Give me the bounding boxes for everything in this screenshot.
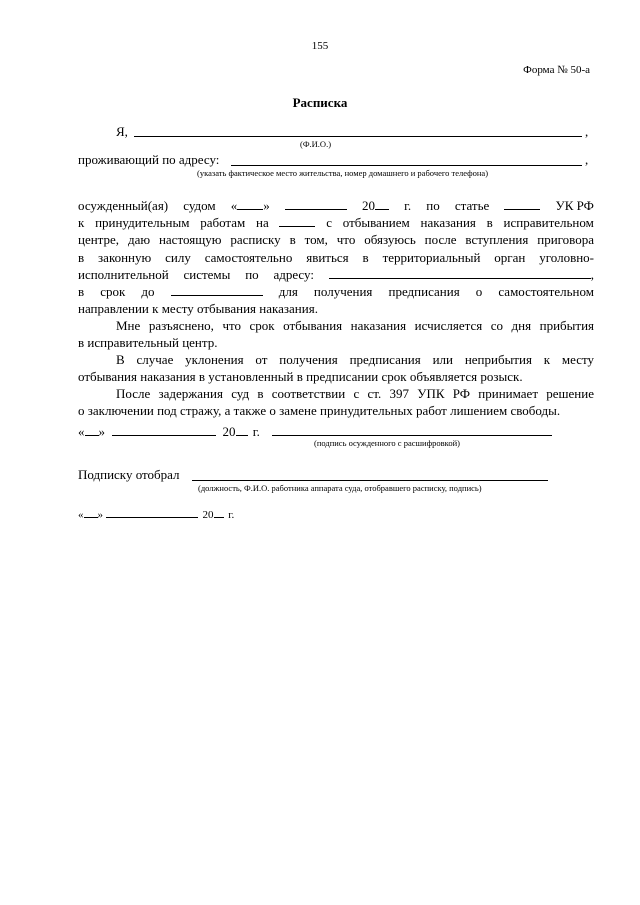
p1-line-2: к принудительным работам на с отбыванием наказания в исправительном bbox=[78, 215, 594, 231]
p1-line-6: в срок до для получения предписания о самостоятельном bbox=[78, 284, 594, 300]
p1-line-1: осужденный(ая) судом « » 20 г. по статье УК РФ bbox=[78, 198, 594, 213]
document-title: Расписка bbox=[292, 95, 348, 110]
paragraph-detention bbox=[78, 385, 594, 419]
date-line-2: « » 20 г. bbox=[78, 509, 235, 521]
fio-caption: (Ф.И.О.) bbox=[300, 139, 332, 149]
deadline-field[interactable] bbox=[171, 283, 263, 296]
address-field[interactable] bbox=[231, 165, 582, 166]
day-field[interactable] bbox=[237, 197, 263, 210]
page-number: 155 bbox=[311, 40, 329, 52]
date-line-1: « » 20 г. bbox=[78, 424, 260, 439]
p3-line-2: отбывания наказания в установленный в предписании срок объявляется розыск. bbox=[78, 369, 523, 385]
date1-month-field[interactable] bbox=[112, 423, 216, 436]
paragraph-term bbox=[78, 317, 594, 351]
line-i-suffix: , bbox=[585, 124, 589, 139]
penal-address-field[interactable] bbox=[329, 266, 591, 279]
p1-line-7: направлении к месту отбывания наказания. bbox=[78, 301, 318, 317]
date2-month-field[interactable] bbox=[106, 507, 198, 518]
receipt-official-field[interactable] bbox=[192, 480, 548, 481]
address-suffix: , bbox=[585, 152, 589, 167]
form-number: Форма № 50-а bbox=[523, 64, 590, 76]
fio-field[interactable] bbox=[134, 136, 582, 137]
date2-year-field[interactable] bbox=[214, 507, 224, 518]
year-field[interactable] bbox=[375, 197, 389, 210]
convict-signature-field[interactable] bbox=[272, 435, 552, 436]
address-caption: (указать фактическое место жительства, номер домашнего и рабочего телефона) bbox=[197, 168, 489, 178]
paragraph-evasion bbox=[78, 351, 594, 385]
convict-signature-caption: (подпись осужденного с расшифровкой) bbox=[314, 438, 460, 448]
line-i-prefix: Я, bbox=[116, 124, 128, 139]
receipt-caption: (должность, Ф.И.О. работника аппарата суда, отобравшего расписку, подпись) bbox=[198, 483, 482, 493]
date1-year-field[interactable] bbox=[236, 423, 248, 436]
receipt-label: Подписку отобрал bbox=[78, 467, 180, 482]
p4-line-1: После задержания суд в соответствии с ст. 397 УПК РФ принимает решение bbox=[116, 386, 594, 401]
p2-line-2: в исправительный центр. bbox=[78, 335, 218, 351]
month-field[interactable] bbox=[285, 197, 347, 210]
paragraph-obligation bbox=[78, 197, 594, 317]
date2-day-field[interactable] bbox=[84, 507, 98, 518]
p1-line-5: исполнительной системы по адресу: , bbox=[78, 266, 594, 282]
address-prefix: проживающий по адресу: bbox=[78, 152, 220, 167]
term-field[interactable] bbox=[279, 214, 315, 227]
article-field[interactable] bbox=[504, 197, 540, 210]
p1-line-4: в законную силу самостоятельно явиться в территориальный орган уголовно- bbox=[78, 249, 594, 265]
p2-line-1: Мне разъяснено, что срок отбывания наказания исчисляется со дня прибытия bbox=[116, 318, 594, 333]
date1-day-field[interactable] bbox=[85, 423, 99, 436]
p1-line-3: центре, даю настоящую расписку в том, что обязуюсь после вступления приговора bbox=[78, 232, 594, 248]
p4-line-2: о заключении под стражу, а также о замене принудительных работ лишением свободы. bbox=[78, 403, 561, 419]
p3-line-1: В случае уклонения от получения предписания или неприбытия к месту bbox=[116, 352, 594, 367]
